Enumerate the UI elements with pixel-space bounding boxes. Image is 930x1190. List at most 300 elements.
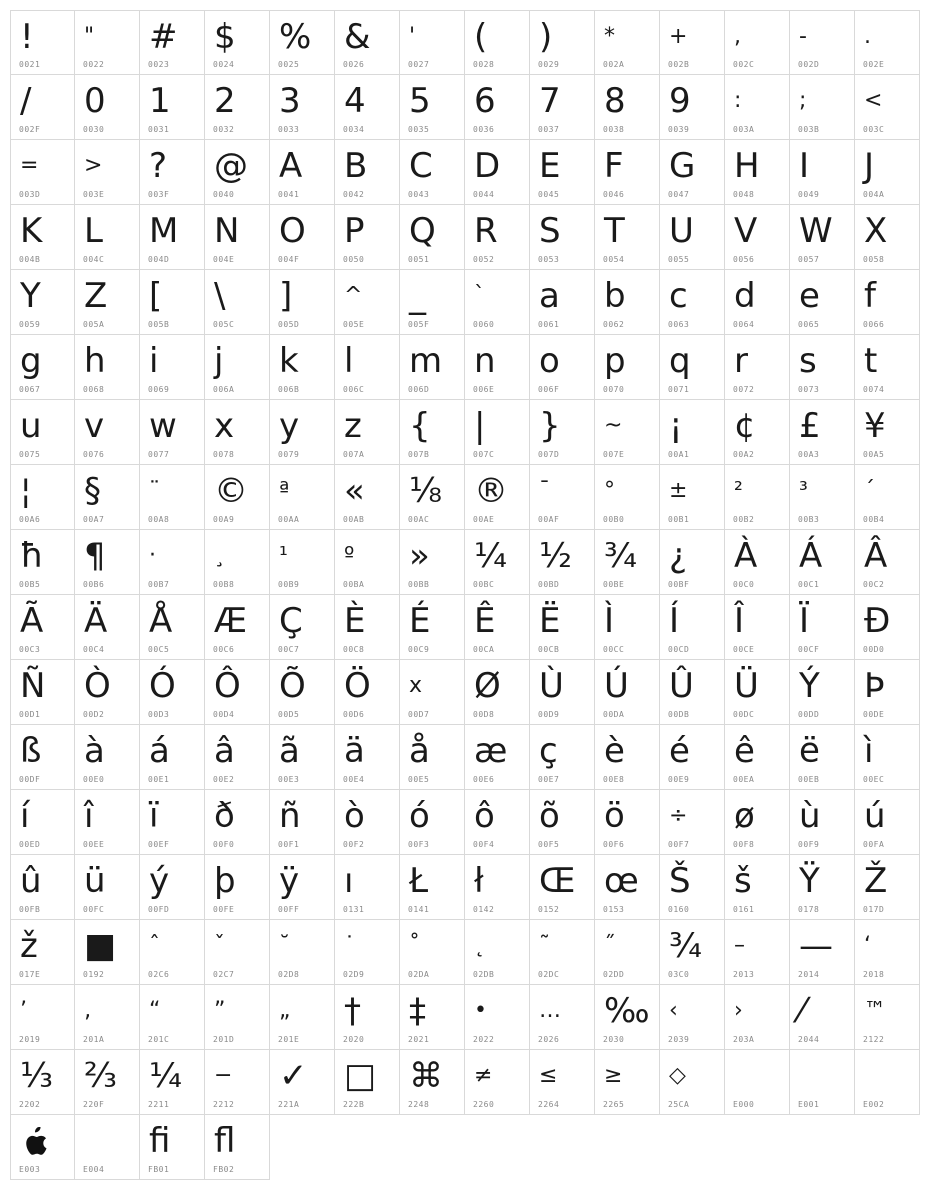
glyph-code: 00DF: [19, 775, 41, 784]
glyph-cell: [75, 10, 140, 75]
glyph-char: v: [84, 406, 105, 446]
glyph-cell: [855, 595, 920, 660]
glyph-code: 003F: [148, 190, 170, 199]
glyph-cell: [335, 10, 400, 75]
glyph-char: Î: [734, 601, 745, 641]
glyph-char: Æ: [214, 601, 248, 641]
glyph-cell: [465, 530, 530, 595]
glyph-code: 003D: [19, 190, 41, 199]
glyph-cell: [530, 790, 595, 855]
glyph-cell: [595, 985, 660, 1050]
glyph-code: 00FC: [83, 905, 105, 914]
glyph-cell: [335, 335, 400, 400]
glyph-char: :: [734, 88, 742, 113]
glyph-code: 2202: [19, 1100, 41, 1109]
glyph-cell: [530, 530, 595, 595]
glyph-code: 0152: [538, 905, 560, 914]
glyph-char: Ù: [539, 666, 564, 706]
glyph-cell: [855, 660, 920, 725]
glyph-char: a: [539, 276, 560, 316]
glyph-code: 00F3: [408, 840, 430, 849]
glyph-cell: [75, 75, 140, 140]
glyph-code: 002B: [668, 60, 690, 69]
glyph-cell: [790, 400, 855, 465]
glyph-cell: [400, 920, 465, 985]
glyph-char: ħ: [20, 536, 44, 576]
glyph-char: T: [604, 211, 625, 251]
glyph-cell: [335, 660, 400, 725]
glyph-code: 2265: [603, 1100, 625, 1109]
glyph-code: 0074: [863, 385, 885, 394]
glyph-char: c: [669, 276, 688, 316]
glyph-char: ¹: [279, 543, 288, 568]
glyph-char: ≠: [474, 1063, 493, 1088]
glyph-cell: [140, 985, 205, 1050]
glyph-code: 0046: [603, 190, 625, 199]
glyph-code: 02C7: [213, 970, 235, 979]
glyph-cell: [855, 465, 920, 530]
glyph-char: ¸: [214, 543, 225, 568]
glyph-code: 00FD: [148, 905, 170, 914]
glyph-code: 0045: [538, 190, 560, 199]
glyph-code: 25CA: [668, 1100, 690, 1109]
glyph-code: 0160: [668, 905, 690, 914]
glyph-char: 9: [669, 81, 691, 121]
glyph-char: [: [149, 276, 163, 316]
glyph-char: {: [409, 406, 431, 446]
glyph-code: 0192: [83, 970, 105, 979]
glyph-cell: [660, 595, 725, 660]
glyph-code: 0059: [19, 320, 41, 329]
glyph-char: ²: [734, 478, 743, 503]
glyph-code: 00A8: [148, 515, 170, 524]
glyph-code: 00E4: [343, 775, 365, 784]
glyph-cell: [530, 335, 595, 400]
glyph-code: 00F2: [343, 840, 365, 849]
glyph-char: ë: [799, 731, 820, 771]
glyph-cell: [790, 855, 855, 920]
glyph-char: ¢: [734, 406, 756, 446]
glyph-char: ô: [474, 796, 495, 836]
glyph-char: p: [604, 341, 626, 381]
glyph-code: 2030: [603, 1035, 625, 1044]
glyph-char: ®: [474, 471, 508, 511]
glyph-char: ÿ: [279, 861, 300, 901]
glyph-char: K: [20, 211, 43, 251]
glyph-code: 0062: [603, 320, 625, 329]
glyph-code: 00B6: [83, 580, 105, 589]
glyph-char: ½: [539, 536, 572, 576]
glyph-cell: [205, 335, 270, 400]
glyph-char: Å: [149, 601, 173, 641]
glyph-code: 0142: [473, 905, 495, 914]
glyph-cell: [400, 140, 465, 205]
glyph-char: è: [604, 731, 625, 771]
glyph-code: 007D: [538, 450, 560, 459]
glyph-cell: [725, 1050, 790, 1115]
glyph-code: 004C: [83, 255, 105, 264]
glyph-char: Ì: [604, 601, 615, 641]
glyph-char: ⌘: [409, 1056, 443, 1096]
glyph-code: 005D: [278, 320, 300, 329]
glyph-cell: [530, 75, 595, 140]
glyph-cell: [855, 10, 920, 75]
glyph-cell: [790, 270, 855, 335]
glyph-code: 002A: [603, 60, 625, 69]
glyph-char: ¿: [669, 536, 688, 576]
glyph-code: 00CF: [798, 645, 820, 654]
glyph-cell: [270, 725, 335, 790]
glyph-code: 02D9: [343, 970, 365, 979]
glyph-code: 005F: [408, 320, 430, 329]
glyph-cell: [75, 335, 140, 400]
glyph-cell: [530, 725, 595, 790]
glyph-cell: [660, 920, 725, 985]
glyph-code: 0039: [668, 125, 690, 134]
glyph-code: 00B5: [19, 580, 41, 589]
glyph-code: 006D: [408, 385, 430, 394]
glyph-code: 2122: [863, 1035, 885, 1044]
glyph-code: E004: [83, 1165, 105, 1174]
glyph-code: 2211: [148, 1100, 170, 1109]
glyph-code: 0078: [213, 450, 235, 459]
glyph-code: 00C1: [798, 580, 820, 589]
glyph-char: £: [799, 406, 821, 446]
glyph-code: 00B3: [798, 515, 820, 524]
glyph-char: $: [214, 17, 236, 57]
glyph-cell: [595, 855, 660, 920]
glyph-cell: [465, 595, 530, 660]
glyph-code: E001: [798, 1100, 820, 1109]
glyph-code: 201E: [278, 1035, 300, 1044]
glyph-char: ⅓: [20, 1056, 53, 1096]
glyph-char: i: [149, 341, 159, 381]
glyph-code: 0035: [408, 125, 430, 134]
glyph-cell: [595, 920, 660, 985]
glyph-char: S: [539, 211, 561, 251]
glyph-cell: [400, 530, 465, 595]
glyph-char: Ú: [604, 666, 629, 706]
glyph-code: 0075: [19, 450, 41, 459]
glyph-code: 00BF: [668, 580, 690, 589]
glyph-code: 201D: [213, 1035, 235, 1044]
glyph-cell: [75, 660, 140, 725]
glyph-char: x: [409, 673, 423, 698]
glyph-code: 0071: [668, 385, 690, 394]
glyph-code: 0066: [863, 320, 885, 329]
glyph-code: 00D6: [343, 710, 365, 719]
glyph-code: 2021: [408, 1035, 430, 1044]
glyph-char: ^: [344, 283, 363, 308]
glyph-cell: [790, 465, 855, 530]
glyph-char: W: [799, 211, 833, 251]
glyph-cell: [595, 10, 660, 75]
glyph-code: 00BB: [408, 580, 430, 589]
glyph-char: @: [214, 146, 248, 186]
glyph-cell: [595, 75, 660, 140]
glyph-cell: [10, 1050, 75, 1115]
glyph-cell: [790, 530, 855, 595]
glyph-code: 00CA: [473, 645, 495, 654]
glyph-char: Œ: [539, 861, 576, 901]
glyph-code: 0042: [343, 190, 365, 199]
glyph-code: 00E7: [538, 775, 560, 784]
glyph-char: Ł: [409, 861, 429, 901]
glyph-code: 00EC: [863, 775, 885, 784]
glyph-char: /: [20, 81, 32, 121]
glyph-cell: [205, 465, 270, 530]
glyph-cell: [530, 400, 595, 465]
glyph-cell: [660, 530, 725, 595]
glyph-cell: [400, 205, 465, 270]
glyph-char: þ: [214, 861, 236, 901]
glyph-cell: [725, 725, 790, 790]
glyph-cell: [725, 595, 790, 660]
glyph-code: 0028: [473, 60, 495, 69]
glyph-char: Ã: [20, 601, 44, 641]
glyph-char: x: [214, 406, 235, 446]
glyph-code: 00C8: [343, 645, 365, 654]
glyph-char: á: [149, 731, 170, 771]
glyph-char: □: [344, 1056, 377, 1096]
glyph-char: ¡: [669, 406, 683, 446]
glyph-code: 002E: [863, 60, 885, 69]
glyph-code: 0068: [83, 385, 105, 394]
glyph-cell: [595, 1050, 660, 1115]
glyph-char: ø: [734, 796, 755, 836]
glyph-char: Ÿ: [799, 861, 820, 901]
glyph-code: 00D8: [473, 710, 495, 719]
glyph-code: 0040: [213, 190, 235, 199]
glyph-cell: [400, 855, 465, 920]
glyph-cell: [335, 205, 400, 270]
glyph-cell: [660, 75, 725, 140]
glyph-char: Ò: [84, 666, 111, 706]
glyph-code: 0021: [19, 60, 41, 69]
glyph-char: V: [734, 211, 758, 251]
glyph-char: Ý: [799, 666, 820, 706]
glyph-cell: [10, 920, 75, 985]
glyph-code: 00EA: [733, 775, 755, 784]
glyph-code: 0079: [278, 450, 300, 459]
glyph-cell: [660, 140, 725, 205]
glyph-code: E002: [863, 1100, 885, 1109]
glyph-char: d: [734, 276, 756, 316]
glyph-char: !: [20, 17, 34, 57]
glyph-cell: [140, 205, 205, 270]
glyph-char: Q: [409, 211, 436, 251]
glyph-cell: [270, 335, 335, 400]
glyph-cell: [790, 75, 855, 140]
glyph-cell: [855, 205, 920, 270]
glyph-code: 00A2: [733, 450, 755, 459]
glyph-char: À: [734, 536, 758, 576]
glyph-cell: [465, 790, 530, 855]
glyph-cell: [10, 725, 75, 790]
glyph-code: E000: [733, 1100, 755, 1109]
glyph-cell: [270, 400, 335, 465]
glyph-char: Ó: [149, 666, 176, 706]
glyph-code: 0073: [798, 385, 820, 394]
glyph-char: Z: [84, 276, 108, 316]
glyph-code: 00AF: [538, 515, 560, 524]
glyph-char: ·: [149, 543, 156, 568]
glyph-char: X: [864, 211, 888, 251]
glyph-char: B: [344, 146, 368, 186]
glyph-code: 00D9: [538, 710, 560, 719]
glyph-code: 201A: [83, 1035, 105, 1044]
glyph-char: ¨: [149, 478, 160, 503]
glyph-cell: [140, 140, 205, 205]
glyph-char: ˆ: [149, 933, 160, 958]
glyph-char: ¼: [474, 536, 507, 576]
glyph-cell: [660, 790, 725, 855]
glyph-char: Â: [864, 536, 888, 576]
glyph-cell: [660, 660, 725, 725]
glyph-code: 00AE: [473, 515, 495, 524]
glyph-char: e: [799, 276, 820, 316]
glyph-code: 00D4: [213, 710, 235, 719]
glyph-char: ð: [214, 796, 235, 836]
glyph-char: à: [84, 731, 105, 771]
glyph-cell: [725, 205, 790, 270]
glyph-cell: [140, 75, 205, 140]
glyph-code: 0031: [148, 125, 170, 134]
glyph-code: 2014: [798, 970, 820, 979]
glyph-cell: [465, 920, 530, 985]
glyph-cell: [75, 985, 140, 1050]
glyph-char: õ: [539, 796, 560, 836]
glyph-code: 017E: [19, 970, 41, 979]
glyph-code: 0038: [603, 125, 625, 134]
glyph-cell: [10, 855, 75, 920]
glyph-char: Ô: [214, 666, 241, 706]
glyph-char: O: [279, 211, 306, 251]
glyph-char: o: [539, 341, 560, 381]
glyph-cell: [140, 725, 205, 790]
glyph-code: 00FB: [19, 905, 41, 914]
glyph-cell: [140, 855, 205, 920]
glyph-char: 6: [474, 81, 496, 121]
glyph-char: ©: [214, 471, 248, 511]
glyph-code: 0065: [798, 320, 820, 329]
glyph-code: 00FF: [278, 905, 300, 914]
glyph-char: ¼: [149, 1056, 182, 1096]
glyph-cell: [205, 1050, 270, 1115]
glyph-char: ù: [799, 796, 821, 836]
glyph-code: 00C7: [278, 645, 300, 654]
glyph-cell: [595, 595, 660, 660]
glyph-cell: [790, 985, 855, 1050]
glyph-char: &: [344, 17, 371, 57]
glyph-char: _: [409, 276, 426, 316]
glyph-cell: [855, 725, 920, 790]
glyph-cell: [790, 205, 855, 270]
glyph-cell: [725, 660, 790, 725]
glyph-cell: [465, 465, 530, 530]
glyph-code: 00EE: [83, 840, 105, 849]
glyph-char: Ü: [734, 666, 759, 706]
glyph-cell: [790, 335, 855, 400]
glyph-code: 0030: [83, 125, 105, 134]
glyph-code: 002D: [798, 60, 820, 69]
glyph-cell: [10, 10, 75, 75]
glyph-char: Š: [669, 861, 691, 901]
glyph-code: FB02: [213, 1165, 235, 1174]
glyph-char: ¾: [669, 926, 702, 966]
glyph-char: Ø: [474, 666, 501, 706]
glyph-code: 02D8: [278, 970, 300, 979]
glyph-char: ‡: [409, 991, 426, 1031]
glyph-code: 00C6: [213, 645, 235, 654]
glyph-cell: [855, 335, 920, 400]
glyph-char: «: [344, 471, 365, 511]
glyph-char: P: [344, 211, 365, 251]
glyph-cell: [595, 140, 660, 205]
glyph-cell: [725, 920, 790, 985]
glyph-char: −: [214, 1063, 233, 1088]
glyph-code: 00E8: [603, 775, 625, 784]
glyph-char: n: [474, 341, 496, 381]
glyph-char: J: [864, 146, 875, 186]
glyph-code: 00B8: [213, 580, 235, 589]
glyph-char: ✓: [279, 1056, 308, 1096]
glyph-code: 0022: [83, 60, 105, 69]
glyph-cell: [205, 10, 270, 75]
glyph-char: š: [734, 861, 752, 901]
glyph-char: Õ: [279, 666, 306, 706]
glyph-char: ≤: [539, 1063, 558, 1088]
glyph-cell: [10, 205, 75, 270]
glyph-code: 0041: [278, 190, 300, 199]
glyph-code: 0077: [148, 450, 170, 459]
glyph-code: 00BA: [343, 580, 365, 589]
glyph-char: F: [604, 146, 624, 186]
glyph-code: 00AA: [278, 515, 300, 524]
glyph-char: ◇: [669, 1063, 686, 1088]
glyph-cell: [270, 465, 335, 530]
glyph-cell: [205, 790, 270, 855]
glyph-code: 2026: [538, 1035, 560, 1044]
glyph-cell: [10, 270, 75, 335]
glyph-code: 0027: [408, 60, 430, 69]
glyph-char: û: [20, 861, 42, 901]
glyph-cell: [140, 920, 205, 985]
glyph-char: ³: [799, 478, 808, 503]
glyph-char: ‚: [84, 998, 91, 1023]
glyph-code: 2264: [538, 1100, 560, 1109]
glyph-char: Á: [799, 536, 823, 576]
glyph-code: 00CE: [733, 645, 755, 654]
glyph-cell: [790, 595, 855, 660]
glyph-cell: [530, 855, 595, 920]
glyph-char: Í: [669, 601, 680, 641]
glyph-code: 02DA: [408, 970, 430, 979]
glyph-cell: [140, 270, 205, 335]
glyph-code: 0052: [473, 255, 495, 264]
glyph-code: 0033: [278, 125, 300, 134]
glyph-char: ò: [344, 796, 365, 836]
glyph-cell: [270, 10, 335, 75]
glyph-char: I: [799, 146, 810, 186]
glyph-code: 00BC: [473, 580, 495, 589]
glyph-cell: [725, 75, 790, 140]
glyph-char: å: [409, 731, 430, 771]
glyph-char: ¾: [604, 536, 637, 576]
glyph-cell: [530, 140, 595, 205]
glyph-char: ˇ: [214, 933, 225, 958]
glyph-char: œ: [604, 861, 639, 901]
